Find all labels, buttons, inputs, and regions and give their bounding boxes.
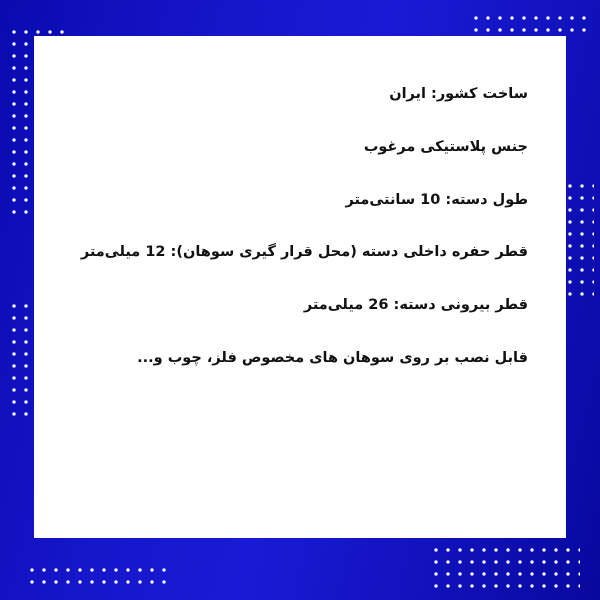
dot-pattern-bottom-right-icon [430, 544, 580, 590]
spec-line-material: جنس پلاستیکی مرغوب [363, 138, 528, 155]
dot-pattern-middle-right-icon [564, 180, 594, 300]
spec-card [34, 36, 566, 538]
dot-pattern-top-right-icon [470, 12, 590, 38]
spec-line-handle-length: طول دسته: 10 سانتی‌متر [345, 191, 528, 208]
dot-pattern-bottom-left-icon [26, 564, 166, 588]
spec-line-inner-hole-diameter: قطر حفره داخلی دسته (محل قرار گیری سوهان): 12 میلی‌متر [80, 244, 528, 261]
spec-line-compatibility: قابل نصب بر روی سوهان های مخصوص فلز، چوب و... [137, 349, 528, 366]
spec-line-outer-diameter: قطر بیرونی دسته: 26 میلی‌متر [303, 297, 528, 313]
spec-line-country: ساخت کشور: ایران [389, 86, 528, 102]
